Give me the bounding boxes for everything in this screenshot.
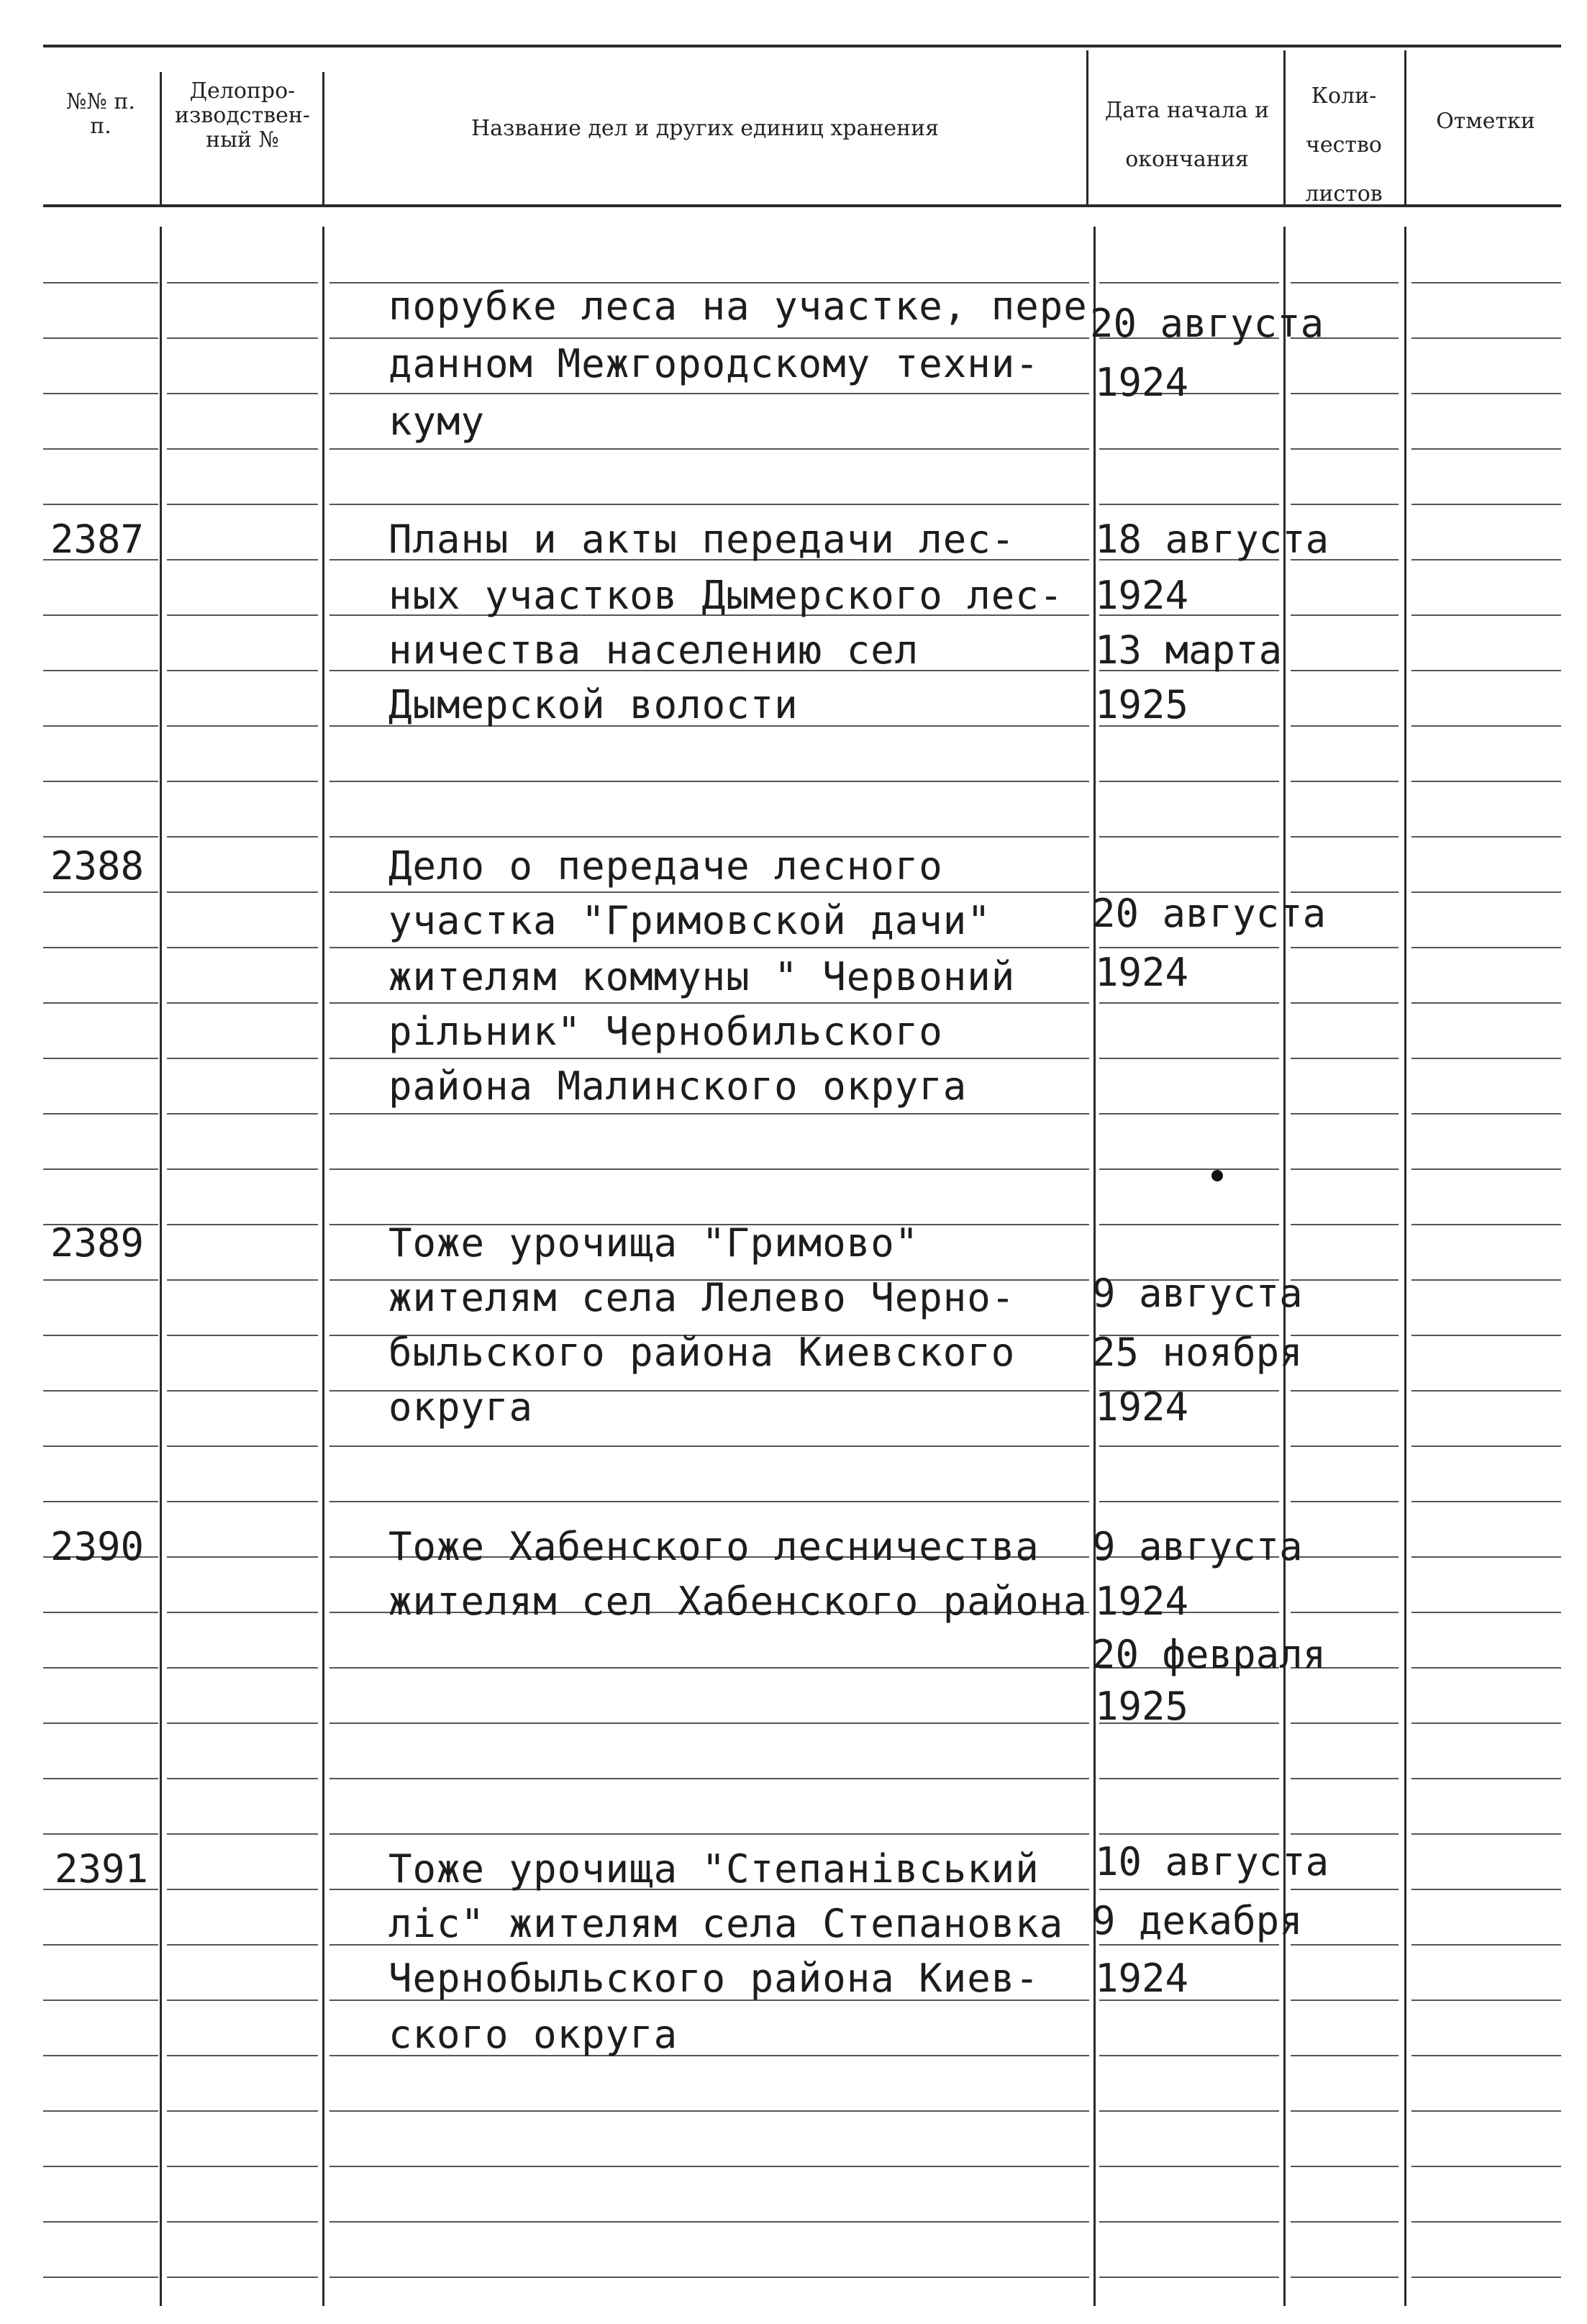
ruled-line — [1411, 282, 1561, 283]
row-title-line: жителям коммуны " Червоний — [388, 954, 1016, 999]
ruled-line — [1291, 1612, 1399, 1613]
ruled-line — [43, 1168, 158, 1170]
header-col-office-num: Делопро- изводствен- ный № — [175, 78, 310, 153]
ruled-line — [167, 670, 318, 671]
row-date-line: 1924 — [1095, 360, 1189, 405]
header-col-notes: Отметки — [1436, 109, 1535, 134]
ruled-line — [1291, 781, 1399, 782]
ruled-line — [1411, 1390, 1561, 1392]
ruled-line — [167, 2000, 318, 2001]
ruled-line — [167, 2110, 318, 2112]
row-date-line: 1924 — [1095, 1579, 1189, 1624]
ruled-line — [1099, 1002, 1279, 1004]
ruled-line — [167, 1058, 318, 1059]
row-title-line: рільник" Чернобильского — [388, 1009, 943, 1054]
ruled-line — [1291, 1224, 1399, 1225]
ruled-line — [43, 1058, 158, 1059]
ruled-line — [1291, 1279, 1399, 1281]
ruled-line — [1099, 504, 1279, 505]
ruled-line — [167, 2277, 318, 2278]
row-title-line: порубке леса на участке, пере — [388, 283, 1088, 329]
ruled-line — [1291, 1501, 1399, 1502]
ruled-line — [43, 1445, 158, 1447]
ruled-line — [1411, 1556, 1561, 1558]
ruled-line — [167, 1501, 318, 1502]
ruled-line — [1411, 1612, 1561, 1613]
ruled-line — [167, 614, 318, 616]
ruled-line — [43, 448, 158, 450]
ruled-line — [167, 282, 318, 283]
ruled-line — [43, 1778, 158, 1779]
header-col-dates: Дата начала и окончания — [1104, 98, 1270, 172]
ruled-line — [167, 1722, 318, 1724]
ruled-line — [43, 337, 158, 339]
ruled-line — [329, 1667, 1089, 1669]
body-col-line-5 — [1404, 227, 1406, 2306]
ruled-line — [43, 1501, 158, 1502]
ruled-line — [167, 2166, 318, 2167]
ruled-line — [1099, 2221, 1279, 2223]
row-number: 2390 — [50, 1524, 145, 1569]
ruled-line — [43, 1002, 158, 1004]
ruled-line — [1099, 1058, 1279, 1059]
row-date-line: 1925 — [1095, 1684, 1189, 1729]
ruled-line — [1411, 1722, 1561, 1724]
ruled-line — [1291, 2055, 1399, 2056]
ruled-line — [43, 614, 158, 616]
ruled-line — [329, 2110, 1089, 2112]
row-title-line: ничества населению сел — [388, 627, 919, 673]
ruled-line — [1411, 1445, 1561, 1447]
ruled-line — [329, 2221, 1089, 2223]
ruled-line — [1291, 448, 1399, 450]
ruled-line — [1291, 1058, 1399, 1059]
row-number: 2391 — [55, 1846, 149, 1892]
ruled-line — [1099, 2166, 1279, 2167]
ruled-line — [1291, 282, 1399, 283]
ruled-line — [43, 2110, 158, 2112]
ruled-line — [167, 448, 318, 450]
ruled-line — [167, 1113, 318, 1115]
ruled-line — [43, 1612, 158, 1613]
ruled-line — [1291, 1002, 1399, 1004]
ruled-line — [329, 1501, 1089, 1502]
ruled-line — [1411, 1778, 1561, 1779]
ruled-line — [167, 393, 318, 394]
ruled-line — [167, 2221, 318, 2223]
ruled-line — [43, 1335, 158, 1336]
header-col-sep-4 — [1283, 50, 1286, 204]
ruled-line — [167, 1778, 318, 1779]
body-col-line-2 — [322, 227, 324, 2306]
ruled-line — [43, 2166, 158, 2167]
row-date-line: 20 августа — [1090, 301, 1324, 346]
ruled-line — [1291, 725, 1399, 727]
ruled-line — [167, 1390, 318, 1392]
ruled-line — [167, 781, 318, 782]
ruled-line — [43, 393, 158, 394]
ruled-line — [167, 836, 318, 838]
ruled-line — [167, 2055, 318, 2056]
ruled-line — [1291, 670, 1399, 671]
ruled-line — [167, 559, 318, 560]
ruled-line — [43, 836, 158, 838]
ruled-line — [43, 282, 158, 283]
ruled-line — [167, 504, 318, 505]
ruled-line — [43, 2277, 158, 2278]
ruled-line — [1411, 1501, 1561, 1502]
row-title-line: района Малинского округа — [388, 1063, 968, 1109]
row-title-line: Тоже Хабенского лесничества — [388, 1524, 1040, 1569]
ruled-line — [1291, 1722, 1399, 1724]
row-date-line: 1924 — [1095, 1956, 1189, 2001]
ink-dot — [1211, 1170, 1223, 1181]
ruled-line — [1411, 725, 1561, 727]
ruled-line — [1411, 2277, 1561, 2278]
ruled-line — [1411, 504, 1561, 505]
ruled-line — [1411, 2110, 1561, 2112]
ruled-line — [167, 1445, 318, 1447]
ruled-line — [1411, 1058, 1561, 1059]
ruled-line — [329, 1833, 1089, 1835]
ruled-line — [1099, 2277, 1279, 2278]
ruled-line — [1411, 1279, 1561, 1281]
ruled-line — [167, 891, 318, 893]
ruled-line — [1291, 2000, 1399, 2001]
ruled-line — [1099, 1501, 1279, 1502]
ruled-line — [1099, 1113, 1279, 1115]
row-title-line: жителям сел Хабенского района — [388, 1579, 1088, 1624]
ruled-line — [1291, 1944, 1399, 1946]
ruled-line — [1411, 1889, 1561, 1890]
ruled-line — [43, 1833, 158, 1835]
row-title-line: Тоже урочища "Гримово" — [388, 1220, 919, 1266]
row-date-line: 1924 — [1095, 950, 1189, 995]
ruled-line — [1411, 337, 1561, 339]
ruled-line — [43, 947, 158, 948]
ruled-line — [1099, 1168, 1279, 1170]
ruled-line — [1291, 2110, 1399, 2112]
ruled-line — [1291, 1335, 1399, 1336]
ruled-line — [1411, 891, 1561, 893]
ruled-line — [43, 1113, 158, 1115]
ruled-line — [1411, 1335, 1561, 1336]
ruled-line — [167, 1002, 318, 1004]
row-title-line: Планы и акты передачи лес- — [388, 517, 1016, 562]
ruled-line — [1291, 1390, 1399, 1392]
ruled-line — [1291, 947, 1399, 948]
row-title-line: данном Межгородскому техни- — [388, 341, 1040, 386]
ruled-line — [167, 1667, 318, 1669]
row-date-line: 9 августа — [1092, 1271, 1303, 1316]
row-title-line: жителям села Лелево Черно- — [388, 1275, 1016, 1320]
ruled-line — [167, 1889, 318, 1890]
ruled-line — [329, 2277, 1089, 2278]
ruled-line — [1411, 1833, 1561, 1835]
ruled-line — [1411, 559, 1561, 560]
row-title-line: Дело о передаче лесного — [388, 843, 943, 889]
ruled-line — [329, 781, 1089, 782]
ruled-line — [329, 504, 1089, 505]
row-title-line: участка "Гримовской дачи" — [388, 898, 991, 943]
row-date-line: 9 декабря — [1092, 1898, 1303, 1943]
ruled-line — [329, 1722, 1089, 1724]
header-col-sep-3 — [1086, 50, 1088, 204]
row-number: 2389 — [50, 1220, 145, 1266]
ruled-line — [329, 836, 1089, 838]
ruled-line — [167, 1556, 318, 1558]
ruled-line — [43, 2055, 158, 2056]
ruled-line — [167, 1833, 318, 1835]
ruled-line — [1099, 1224, 1279, 1225]
ruled-line — [1411, 1224, 1561, 1225]
row-title-line: Тоже урочища "Степанівський — [388, 1846, 1040, 1892]
ruled-line — [1291, 504, 1399, 505]
row-date-line: 20 февраля — [1092, 1632, 1327, 1677]
header-col-sheets: Коли- чество листов — [1305, 83, 1383, 206]
ruled-line — [1411, 1002, 1561, 1004]
ruled-line — [1099, 282, 1279, 283]
ruled-line — [1099, 448, 1279, 450]
ruled-line — [43, 504, 158, 505]
ruled-line — [43, 725, 158, 727]
ruled-line — [1099, 2110, 1279, 2112]
row-date-line: 9 августа — [1092, 1524, 1303, 1569]
ruled-line — [329, 1168, 1089, 1170]
ruled-line — [1411, 393, 1561, 394]
row-date-line: 1924 — [1095, 1384, 1189, 1430]
ruled-line — [43, 1667, 158, 1669]
row-title-line: куму — [388, 399, 486, 444]
row-number: 2387 — [50, 517, 145, 562]
ruled-line — [1291, 393, 1399, 394]
header-top-rule — [43, 45, 1561, 47]
row-title-line: быльского района Киевского — [388, 1330, 1016, 1375]
header-col-title: Название дел и других единиц хранения — [470, 116, 940, 141]
ruled-line — [43, 1279, 158, 1281]
ruled-line — [329, 1778, 1089, 1779]
row-title-line: округа — [388, 1384, 534, 1430]
ruled-line — [1411, 2166, 1561, 2167]
ruled-line — [1291, 2221, 1399, 2223]
ruled-line — [167, 1612, 318, 1613]
ruled-line — [167, 725, 318, 727]
ruled-line — [1291, 1445, 1399, 1447]
row-title-line: ліс" жителям села Степановка — [388, 1901, 1064, 1946]
ruled-line — [167, 337, 318, 339]
ruled-line — [167, 1279, 318, 1281]
ruled-line — [1411, 781, 1561, 782]
ruled-line — [167, 1168, 318, 1170]
ruled-line — [1411, 1944, 1561, 1946]
ruled-line — [43, 1390, 158, 1392]
ruled-line — [1411, 1667, 1561, 1669]
ruled-line — [1411, 1113, 1561, 1115]
ruled-line — [1411, 2221, 1561, 2223]
ruled-line — [1411, 2000, 1561, 2001]
ruled-line — [167, 1335, 318, 1336]
ruled-line — [43, 1722, 158, 1724]
ruled-line — [329, 1445, 1089, 1447]
ruled-line — [167, 1224, 318, 1225]
ruled-line — [1291, 1778, 1399, 1779]
ruled-line — [329, 2166, 1089, 2167]
ruled-line — [1099, 2055, 1279, 2056]
ruled-line — [1291, 2277, 1399, 2278]
row-date-line: 1924 — [1095, 573, 1189, 618]
header-col-sep-1 — [160, 72, 162, 204]
ruled-line — [1291, 1556, 1399, 1558]
row-date-line: 18 августа — [1095, 517, 1329, 562]
row-title-line: ных участков Дымерского лес- — [388, 573, 1064, 618]
row-date-line: 1925 — [1095, 682, 1189, 727]
ruled-line — [1411, 1168, 1561, 1170]
ruled-line — [167, 1944, 318, 1946]
row-title-line: Чернобыльского района Киев- — [388, 1956, 1040, 2001]
ruled-line — [1291, 1168, 1399, 1170]
ruled-line — [1099, 836, 1279, 838]
ruled-line — [43, 670, 158, 671]
ruled-line — [1411, 614, 1561, 616]
row-date-line: 25 ноября — [1092, 1330, 1303, 1375]
ruled-line — [1291, 836, 1399, 838]
row-number: 2388 — [50, 843, 145, 889]
ruled-line — [1099, 1445, 1279, 1447]
ruled-line — [1099, 781, 1279, 782]
row-title-line: Дымерской волости — [388, 682, 799, 727]
ruled-line — [43, 2221, 158, 2223]
ruled-line — [1291, 1113, 1399, 1115]
ruled-line — [1291, 2166, 1399, 2167]
header-col-sep-2 — [322, 72, 324, 204]
row-title-line: ского округа — [388, 2012, 678, 2057]
ruled-line — [1411, 448, 1561, 450]
ruled-line — [43, 781, 158, 782]
header-col-sep-5 — [1404, 50, 1406, 204]
ruled-line — [1411, 2055, 1561, 2056]
row-date-line: 13 марта — [1095, 627, 1283, 673]
row-date-line: 20 августа — [1092, 891, 1327, 936]
ruled-line — [1411, 947, 1561, 948]
ruled-line — [1411, 836, 1561, 838]
ruled-line — [1099, 1778, 1279, 1779]
ruled-line — [43, 1944, 158, 1946]
ruled-line — [43, 2000, 158, 2001]
ruled-line — [1411, 670, 1561, 671]
ruled-line — [1291, 614, 1399, 616]
header-col-num: №№ п. п. — [66, 89, 135, 139]
ruled-line — [167, 947, 318, 948]
body-col-line-1 — [160, 227, 162, 2306]
row-date-line: 10 августа — [1095, 1839, 1329, 1884]
